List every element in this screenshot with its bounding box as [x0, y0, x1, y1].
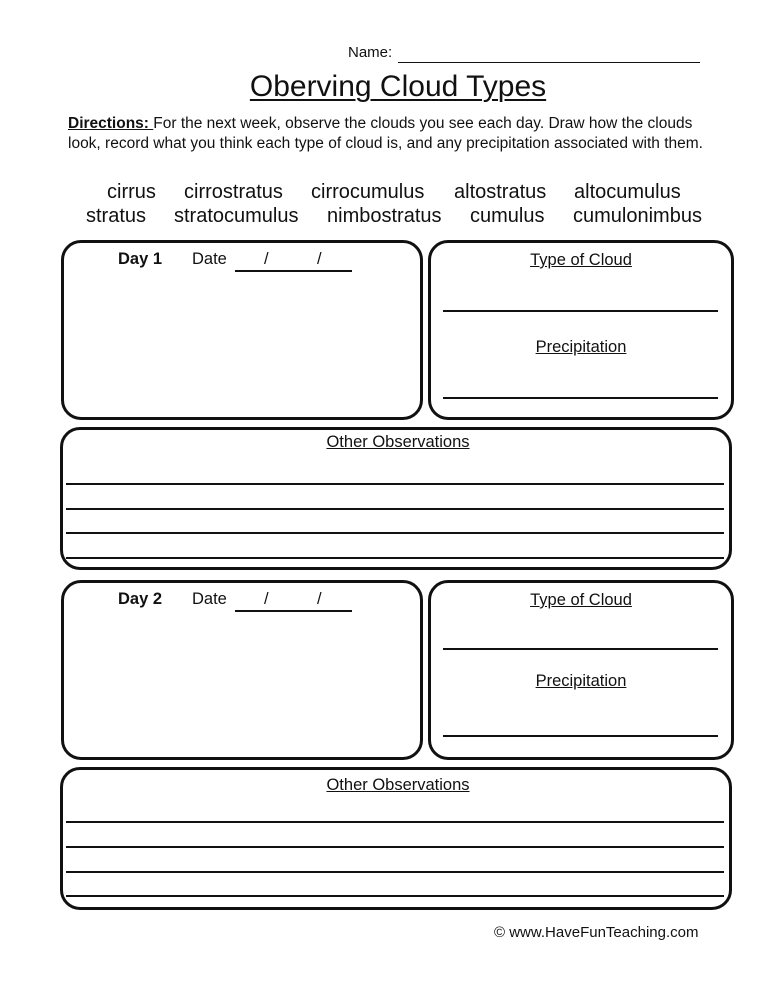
- day2-type-label: Type of Cloud: [530, 591, 632, 609]
- directions-text: For the next week, observe the clouds you see each day. Draw how the clouds look, record what you think each type of cloud is, and any precipitation associated with them.: [68, 115, 703, 152]
- word-bank-item: altocumulus: [574, 181, 681, 203]
- name-label: Name:: [348, 44, 393, 61]
- name-field-line[interactable]: [398, 62, 700, 63]
- directions: [68, 114, 718, 154]
- copyright-footer: © www.HaveFunTeaching.com: [494, 924, 699, 941]
- word-bank-item: altostratus: [454, 181, 547, 203]
- day1-obs-line[interactable]: [66, 557, 724, 559]
- day2-label: Day 2: [118, 590, 163, 608]
- day2-obs-line[interactable]: [66, 871, 724, 873]
- day1-drawing-box[interactable]: [61, 240, 423, 420]
- day2-date-label: Date: [192, 590, 227, 608]
- day2-type-answer-line[interactable]: [443, 648, 718, 650]
- page-title: Oberving Cloud Types: [249, 70, 547, 103]
- day2-obs-label: Other Observations: [326, 776, 470, 794]
- day1-date-label: Date: [192, 250, 227, 268]
- word-bank-item: cirrocumulus: [311, 181, 425, 203]
- day2-obs-line[interactable]: [66, 821, 724, 823]
- word-bank-item: stratus: [86, 205, 147, 227]
- day1-obs-line[interactable]: [66, 508, 724, 510]
- day1-date-slash: /: [317, 250, 322, 268]
- directions-label: Directions:: [68, 115, 154, 132]
- day1-precip-label: Precipitation: [535, 338, 627, 356]
- day2-drawing-box[interactable]: [61, 580, 423, 760]
- day1-type-label: Type of Cloud: [530, 251, 632, 269]
- word-bank-item: cumulus: [470, 205, 545, 227]
- day1-label: Day 1: [118, 250, 163, 268]
- word-bank-item: stratocumulus: [174, 205, 299, 227]
- word-bank-item: cirrus: [107, 181, 156, 203]
- day2-date-field[interactable]: [235, 610, 352, 612]
- day2-obs-line[interactable]: [66, 846, 724, 848]
- day1-date-field[interactable]: [235, 270, 352, 272]
- day2-precip-label: Precipitation: [535, 672, 627, 690]
- day2-date-slash: /: [317, 590, 322, 608]
- day2-obs-line[interactable]: [66, 895, 724, 897]
- day1-date-slash: /: [264, 250, 269, 268]
- day1-precip-answer-line[interactable]: [443, 397, 718, 399]
- day1-obs-label: Other Observations: [326, 433, 470, 451]
- word-bank-item: cumulonimbus: [573, 205, 702, 227]
- word-bank-item: cirrostratus: [184, 181, 283, 203]
- day2-date-slash: /: [264, 590, 269, 608]
- day1-type-answer-line[interactable]: [443, 310, 718, 312]
- day2-precip-answer-line[interactable]: [443, 735, 718, 737]
- day1-obs-line[interactable]: [66, 532, 724, 534]
- day1-obs-line[interactable]: [66, 483, 724, 485]
- word-bank-item: nimbostratus: [327, 205, 442, 227]
